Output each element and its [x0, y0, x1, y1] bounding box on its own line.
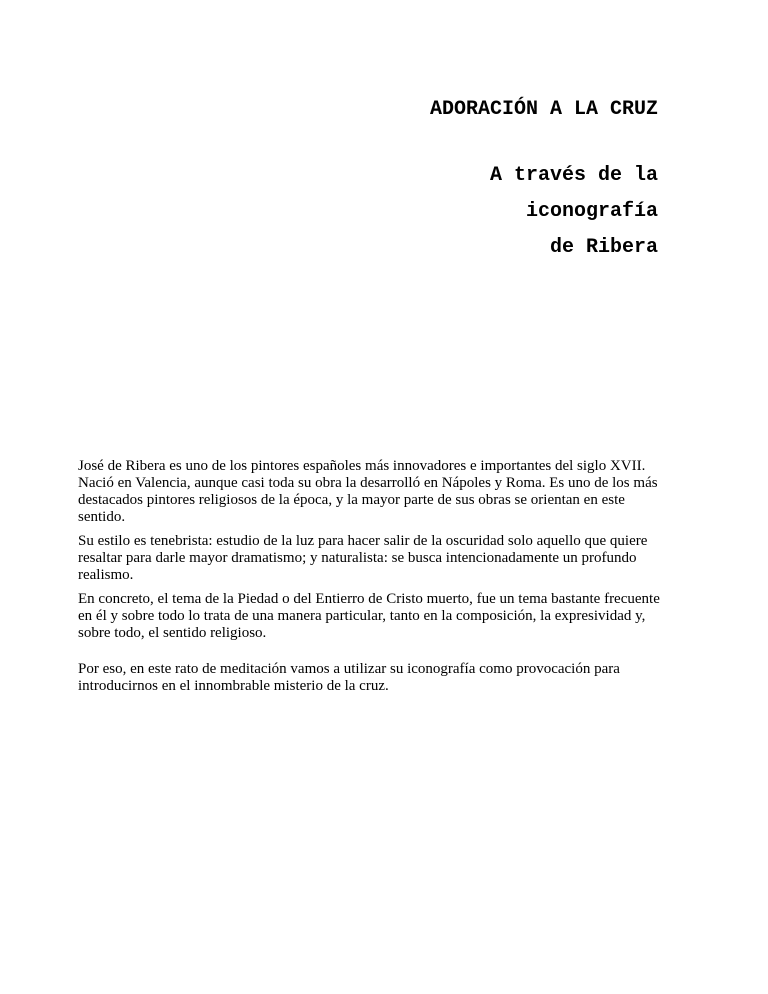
subtitle-line: iconografía [525, 200, 658, 223]
subtitle [430, 158, 658, 266]
subtitle-line: de Ribera [549, 236, 658, 259]
title-block [430, 96, 658, 266]
paragraph-purpose: Por eso, en este rato de meditación vamos a utilizar su iconografía como provocación para introducirnos en el innombrable misterio de la cruz. [78, 661, 620, 694]
paragraph-style: Su estilo es tenebrista: estudio de la luz para hacer salir de la oscuridad solo aquello que quiere resaltar para darle mayor dramatismo; y naturalista: se busca intencionadamente un profundo realismo. [78, 533, 648, 583]
page-title: ADORACIÓN A LA CRUZ [429, 98, 658, 121]
paragraph-theme: En concreto, el tema de la Piedad o del Entierro de Cristo muerto, fue un tema bastante frecuente en él y sobre todo lo trata de una manera particular, tanto en la composición, la expresividad y, sobre todo, el sentido religioso. [78, 591, 660, 641]
subtitle-line: A través de la [489, 164, 658, 187]
body-text [78, 458, 668, 702]
paragraph-intro: José de Ribera es uno de los pintores españoles más innovadores e importantes del siglo XVII. Nació en Valencia, aunque casi toda su obra la desarrolló en Nápoles y Roma. Es uno de los más destacados pintores religiosos de la época, y la mayor parte de sus obras se orientan en este sentido. [78, 458, 658, 525]
